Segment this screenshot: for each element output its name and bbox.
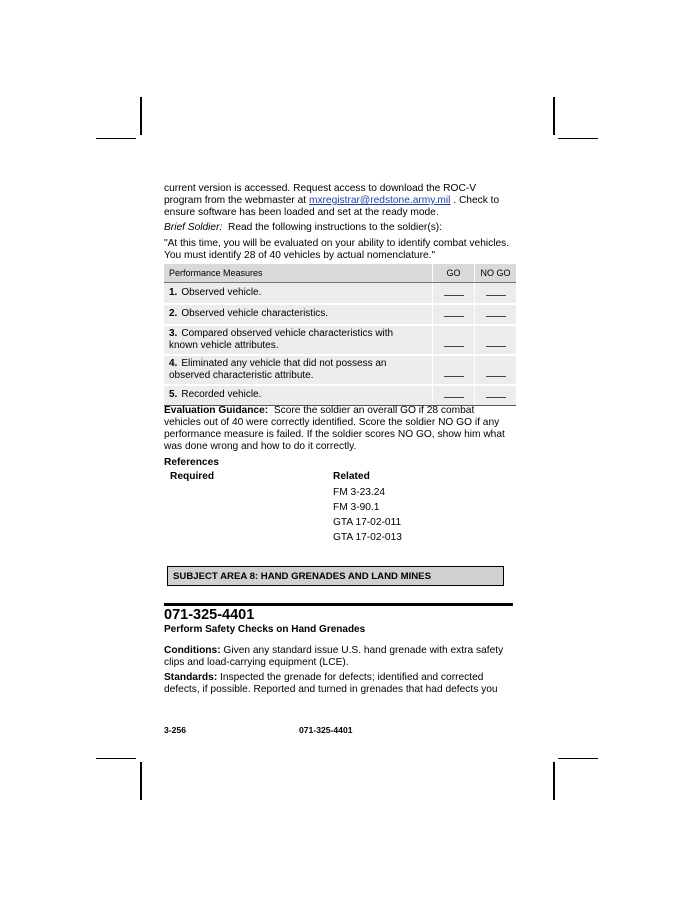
no-go-blank[interactable] [475,385,517,406]
footer-task-number: 071-325-4401 [299,725,353,735]
intro-line-2-tail: . Check to [450,195,500,206]
measure-text-2: known vehicle attributes. [169,339,279,351]
measure-text: Observed vehicle. [181,286,262,298]
intro-line-1: current version is accessed. Request access to download the ROC-V [164,183,476,194]
go-blank[interactable] [433,304,475,325]
intro-line-3: ensure software has been loaded and set at the ready mode. [164,207,439,218]
measure-number: 2. [169,308,178,319]
performance-measures-table [164,264,516,406]
measure-text: Recorded vehicle. [181,389,262,401]
crop-mark-bottom-right-h [558,758,598,759]
intro-line-2-text: program from the webmaster at [164,195,309,206]
measure-cell [164,355,433,385]
crop-mark-bottom-left-h [96,758,136,759]
conditions-label: Conditions: [164,645,221,656]
table-row [164,283,516,304]
crop-mark-bottom-right-v [553,762,555,800]
brief-quote-line-1: "At this time, you will be evaluated on your ability to identify combat vehicles. [164,238,510,249]
conditions-line-1 [164,645,503,657]
go-blank[interactable] [433,283,475,304]
measure-text-2: observed characteristic attribute. [169,369,314,381]
subject-area-banner: SUBJECT AREA 8: HAND GRENADES AND LAND MINES [167,566,504,586]
related-reference: FM 3-23.24 [333,487,386,498]
crop-mark-top-left-h [96,138,136,139]
standards-line-1 [164,672,483,684]
measure-text: Eliminated any vehicle that did not possess an [181,357,387,369]
no-go-blank[interactable] [475,304,517,325]
crop-mark-top-right-v [553,97,555,135]
brief-soldier-label: Brief Soldier: [164,222,223,233]
measure-cell [164,325,433,355]
measure-number: 1. [169,286,178,298]
table-row [164,355,516,385]
header-no-go: NO GO [475,264,517,283]
measure-text: Compared observed vehicle characteristics with [181,327,394,339]
related-reference: GTA 17-02-011 [333,517,402,528]
evaluation-line-2: vehicles out of 40 were correctly identified. Score the soldier NO GO if any [164,417,500,428]
standards-label: Standards: [164,672,218,683]
no-go-blank[interactable] [475,325,517,355]
table-row [164,304,516,325]
header-go: GO [433,264,475,283]
brief-quote-line-2: You must identify 28 of 40 vehicles by actual nomenclature." [164,250,436,261]
evaluation-line-4: was done wrong and how to do it correctly. [164,441,357,452]
intro-line-2 [164,195,499,207]
related-reference: FM 3-90.1 [333,502,380,513]
no-go-blank[interactable] [475,355,517,385]
measure-number: 4. [169,357,178,369]
references-title: References [164,457,219,468]
task-title: Perform Safety Checks on Hand Grenades [164,624,366,635]
measure-cell [164,304,433,325]
task-number: 071-325-4401 [164,607,255,623]
no-go-blank[interactable] [475,283,517,304]
references-related-label: Related [333,471,370,482]
related-reference: GTA 17-02-013 [333,532,402,543]
evaluation-line-3: performance measure is failed. If the soldier scores NO GO, show him what [164,429,505,440]
brief-soldier-text: Read the following instructions to the soldier(s): [222,222,443,233]
crop-mark-top-right-h [558,138,598,139]
table-row [164,385,516,406]
brief-soldier [164,222,442,234]
evaluation-label: Evaluation Guidance: [164,405,269,416]
measure-cell [164,385,433,406]
table-row [164,325,516,355]
conditions-line-2: clips and load-carrying equipment (LCE). [164,657,349,668]
webmaster-email-link[interactable]: mxregistrar@redstone.army.mil [308,195,451,206]
crop-mark-top-left-v [140,97,142,135]
go-blank[interactable] [433,385,475,406]
table-header-row [164,264,516,283]
standards-line-2: defects, if possible. Reported and turned in grenades that had defects you [164,684,498,695]
header-performance-measures: Performance Measures [164,264,433,283]
footer-page-number: 3-256 [164,725,186,735]
measure-cell [164,283,433,304]
crop-mark-bottom-left-v [140,762,142,800]
task-divider-rule [164,603,513,606]
evaluation-text-1: Score the soldier an overall GO if 28 combat [268,405,475,416]
measure-number: 3. [169,327,178,339]
references-required-label: Required [170,471,215,482]
measure-text: Observed vehicle characteristics. [181,308,329,319]
measure-number: 5. [169,389,178,401]
standards-text-1: Inspected the grenade for defects; identified and corrected [217,672,484,683]
go-blank[interactable] [433,355,475,385]
go-blank[interactable] [433,325,475,355]
conditions-text-1: Given any standard issue U.S. hand grenade with extra safety [220,645,504,656]
evaluation-line-1 [164,405,474,417]
